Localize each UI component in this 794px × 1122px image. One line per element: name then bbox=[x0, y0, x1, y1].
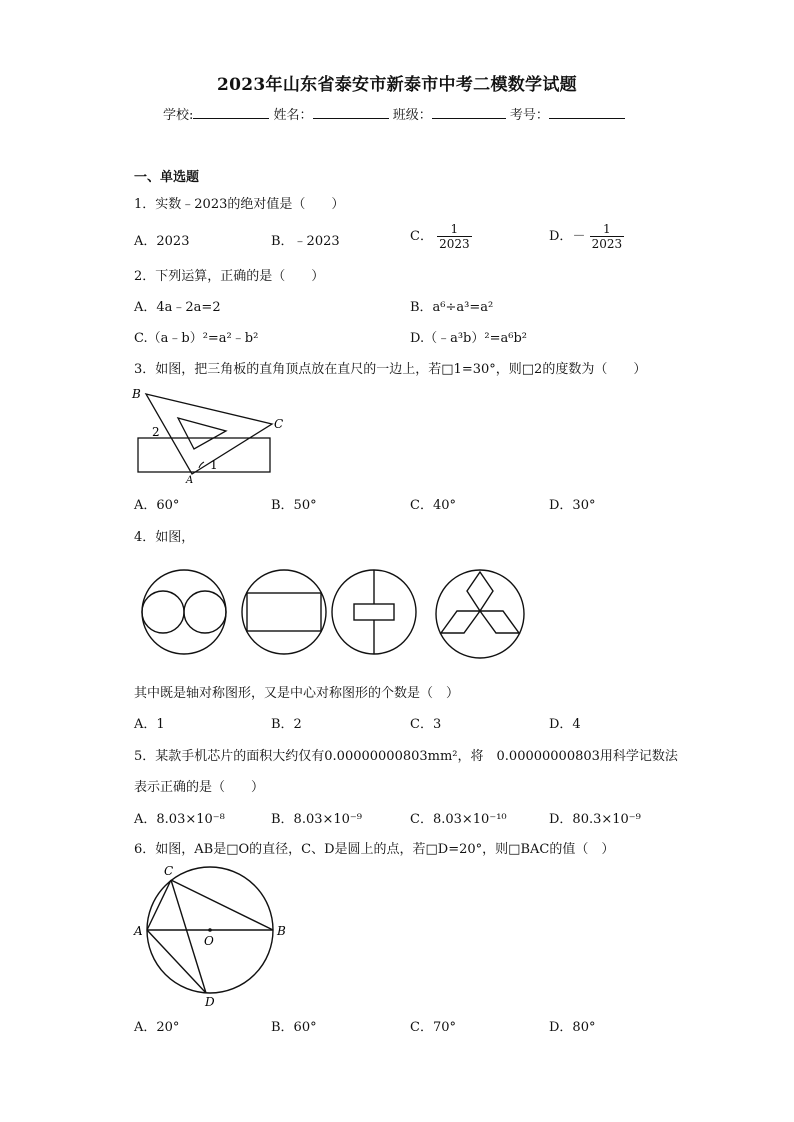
triangle-inner bbox=[178, 418, 226, 449]
name-field[interactable] bbox=[313, 105, 389, 119]
chord-ac bbox=[147, 880, 171, 930]
q2-option-b: B．a⁶÷a³=a² bbox=[410, 300, 494, 315]
q6-option-b: B．60° bbox=[271, 1020, 317, 1035]
question-5-stem-line-1: 5．某款手机芯片的面积大约仅有0.00000000803mm²，将 0.00000000803用科学记数法 bbox=[134, 749, 678, 764]
q1-option-d-sign: － bbox=[572, 229, 586, 244]
class-field[interactable] bbox=[432, 105, 506, 119]
q2-option-a: A．4a﹣2a=2 bbox=[134, 300, 221, 315]
figure-circle-cross-rect bbox=[332, 570, 416, 654]
q3-option-c: C．40° bbox=[410, 498, 456, 513]
figure-circle-three-diamonds bbox=[436, 570, 524, 658]
name-label: 姓名： bbox=[273, 108, 313, 123]
label-a: A bbox=[134, 924, 143, 938]
label-d: D bbox=[205, 995, 215, 1009]
section-title: 一、单选题 bbox=[134, 170, 200, 185]
chord-cb bbox=[171, 880, 273, 930]
figure-circle-two-circles bbox=[142, 570, 226, 654]
q1-option-a: A．2023 bbox=[134, 234, 190, 249]
q5-option-a: A．8.03×10⁻⁸ bbox=[134, 812, 225, 827]
school-field[interactable] bbox=[193, 105, 269, 119]
q3-option-b: B．50° bbox=[271, 498, 317, 513]
label-a: A bbox=[186, 475, 194, 484]
label-angle-2: 2 bbox=[152, 425, 160, 439]
fraction-denominator: 2023 bbox=[439, 237, 470, 251]
q6-option-a: A．20° bbox=[134, 1020, 180, 1035]
q1-option-d bbox=[549, 222, 624, 251]
label-o: O bbox=[204, 934, 214, 948]
question-2-stem: 2．下列运算，正确的是（ ） bbox=[134, 269, 325, 284]
chord-cd bbox=[171, 880, 206, 993]
school-label: 学校: bbox=[163, 108, 194, 123]
q4-option-d: D．4 bbox=[549, 717, 581, 732]
figure-circle-rectangle bbox=[242, 570, 326, 654]
page-title: 2023年山东省泰安市新泰市中考二模数学试题 bbox=[217, 75, 577, 95]
q4-option-a: A．1 bbox=[134, 717, 165, 732]
question-1-stem: 1．实数﹣2023的绝对值是（ ） bbox=[134, 197, 345, 212]
label-b: B bbox=[132, 387, 141, 401]
q6-option-c: C．70° bbox=[410, 1020, 456, 1035]
center-point bbox=[208, 928, 212, 932]
q1-option-c-fraction bbox=[437, 222, 472, 251]
q2-option-c: C.（a﹣b）²=a²﹣b² bbox=[134, 331, 259, 346]
label-b: B bbox=[277, 924, 286, 938]
q4-option-b: B．2 bbox=[271, 717, 302, 732]
fraction-numerator: 1 bbox=[603, 222, 611, 236]
symmetry-figures bbox=[134, 564, 544, 664]
triangle-outer bbox=[146, 394, 272, 474]
student-info-line bbox=[163, 104, 625, 123]
question-4-stem: 4．如图， bbox=[134, 530, 195, 545]
q5-option-c: C．8.03×10⁻¹⁰ bbox=[410, 812, 507, 827]
q1-option-d-fraction bbox=[590, 222, 625, 251]
q4-option-c: C．3 bbox=[410, 717, 442, 732]
question-5-stem-line-2: 表示正确的是（ ） bbox=[134, 780, 265, 795]
exam-number-label: 考号： bbox=[509, 108, 549, 123]
q3-option-a: A．60° bbox=[134, 498, 180, 513]
q1-option-c-prefix: C． bbox=[410, 229, 433, 244]
question-4-text: 其中既是轴对称图形，又是中心对称图形的个数是（ ） bbox=[134, 686, 460, 701]
q3-option-d: D．30° bbox=[549, 498, 596, 513]
label-c: C bbox=[274, 417, 284, 431]
triangle-ruler-figure bbox=[128, 382, 288, 484]
q5-option-b: B．8.03×10⁻⁹ bbox=[271, 812, 363, 827]
class-label: 班级： bbox=[392, 108, 432, 123]
q1-option-d-prefix: D． bbox=[549, 229, 573, 244]
q5-option-d: D．80.3×10⁻⁹ bbox=[549, 812, 641, 827]
label-angle-1: 1 bbox=[210, 458, 218, 472]
fraction-denominator: 2023 bbox=[591, 237, 623, 251]
q6-option-d: D．80° bbox=[549, 1020, 596, 1035]
fraction-numerator: 1 bbox=[450, 222, 459, 236]
q1-option-b: B．﹣2023 bbox=[271, 234, 340, 249]
question-6-stem: 6．如图，AB是□O的直径，C、D是圆上的点，若□D=20°，则□BAC的值（ ） bbox=[134, 842, 615, 857]
question-3-stem: 3．如图，把三角板的直角顶点放在直尺的一边上，若□1=30°，则□2的度数为（ ） bbox=[134, 362, 647, 377]
circle-diameter-figure bbox=[130, 860, 290, 1010]
exam-number-field[interactable] bbox=[549, 105, 625, 119]
q1-option-c bbox=[410, 222, 472, 251]
label-c: C bbox=[164, 864, 174, 878]
q2-option-d: D.（﹣a³b）²=a⁶b² bbox=[410, 331, 527, 346]
